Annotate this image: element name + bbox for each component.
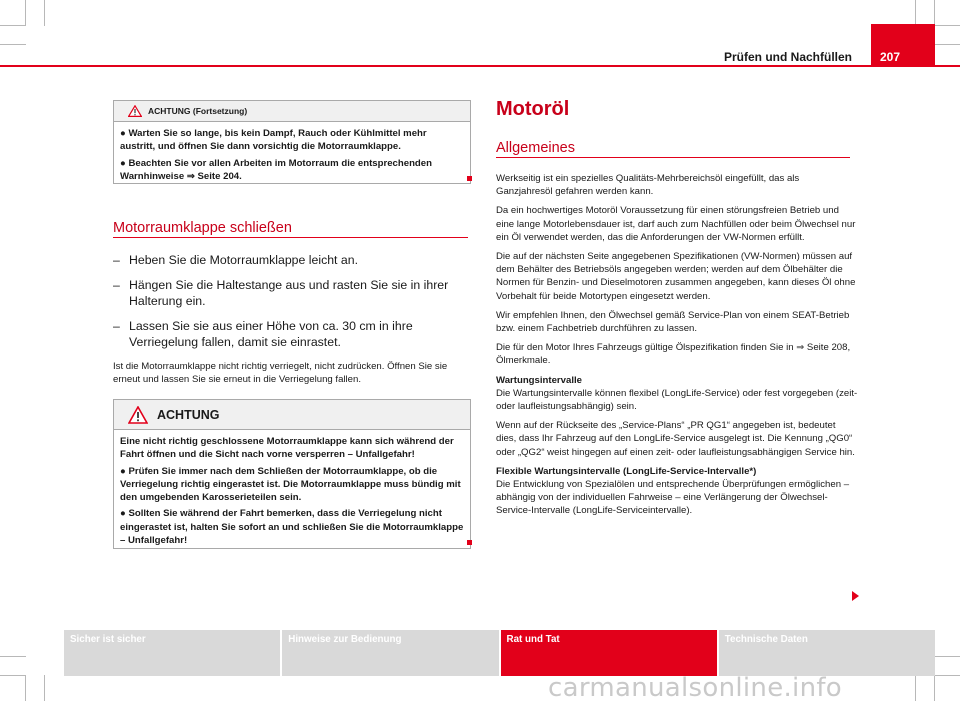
step-text: Lassen Sie sie aus einer Höhe von ca. 30 cm in ihre Verriegelung fallen, damit sie einrastet. [129, 318, 413, 349]
warning-intro: Eine nicht richtig geschlossene Motorraumklappe kann sich während der Fahrt öffnen und die Sicht nach vorne versperren – Unfallgefahr! [120, 436, 454, 461]
oil-text [496, 172, 858, 524]
crop-mark [915, 675, 916, 701]
crop-mark [934, 675, 935, 701]
step-dash: – [113, 253, 120, 267]
crop-mark [0, 44, 26, 45]
subheading-service: Wartungsintervalle [496, 374, 583, 386]
section-title-general: Allgemeines [496, 140, 575, 156]
warning-title: ACHTUNG [157, 407, 220, 422]
warning-header [114, 400, 470, 430]
crop-mark [934, 675, 960, 676]
crop-mark [915, 0, 916, 26]
footer-nav [64, 630, 935, 676]
watermark: carmanualsonline.info [548, 673, 843, 703]
warning-continued-header [114, 101, 470, 122]
header-rule [0, 65, 960, 67]
warning-triangle-icon [128, 406, 148, 424]
tab-sicher-ist-sicher[interactable]: Sicher ist sicher [64, 630, 280, 676]
end-marker [467, 540, 472, 545]
crop-mark [934, 0, 935, 26]
warning-continued-title: ACHTUNG (Fortsetzung) [148, 106, 248, 116]
warning-body [114, 430, 470, 556]
list-item [113, 277, 473, 310]
tab-hinweise-zur-bedienung[interactable]: Hinweise zur Bedienung [282, 630, 498, 676]
paragraph: Die Entwicklung von Spezialölen und entsprechende Überprüfungen ermöglichen – abhängig von der individuellen Fahrweise – eine Verlängerung der Ölwechsel-Service-Intervalle (LongLife-Serviceintervalle). [496, 479, 850, 517]
warning-triangle-icon [128, 105, 142, 117]
chapter-title: Motoröl [496, 98, 570, 120]
step-dash: – [113, 277, 120, 292]
paragraph: Wenn auf der Rückseite des „Service-Plans“ „PR QG1“ angegeben ist, bedeutet dies, dass Ihr Fahrzeug auf den LongLife-Service ausgelegt ist. Die Kennung „QG0“ oder „QG2“ weist hingegen auf einen zeit- oder laufleistungsabhängigen Service hin. [496, 420, 855, 458]
step-text: Hängen Sie die Haltestange aus und rasten Sie sie in ihrer Halterung ein. [129, 277, 449, 308]
paragraph: Werkseitig ist ein spezielles Qualitäts-Mehrbereichsöl eingefüllt, das als Ganzjahresöl gefahren werden kann. [496, 173, 800, 198]
warning-continued-body [114, 122, 470, 192]
paragraph: Wir empfehlen Ihnen, den Ölwechsel gemäß Service-Plan von einem SEAT-Betrieb bzw. einem Fachbetrieb durchführen zu lassen. [496, 309, 850, 335]
crop-mark [25, 0, 26, 26]
section-rule [496, 157, 850, 158]
tab-rat-und-tat[interactable]: Rat und Tat [501, 630, 717, 676]
page-number: 207 [880, 50, 901, 64]
section-rule [113, 237, 468, 238]
crop-mark [0, 675, 26, 676]
warning-item: ● Warten Sie so lange, bis kein Dampf, Rauch oder Kühlmittel mehr austritt, und öffnen Sie dann vorsichtig die Motorraumklappe. [120, 128, 427, 153]
section-title-close: Motorraumklappe schließen [113, 220, 292, 236]
list-item [113, 318, 473, 351]
paragraph: Die für den Motor Ihres Fahrzeugs gültige Ölspezifikation finden Sie in ⇒ Seite 208, Ölmerkmale. [496, 342, 851, 367]
end-marker [467, 176, 472, 181]
crop-mark [0, 25, 26, 26]
paragraph: Die auf der nächsten Seite angegebenen Spezifikationen (VW-Normen) müssen auf dem Behälter des Betriebsöls angegeben werden; werden auf dem Ölbehälter die Normen für Benzin- und Dieselmotoren zusammen angegeben, kann dieses Öl ohne Vorbehalt für beide Motortypen eingesetzt werden. [496, 251, 856, 302]
list-item [113, 252, 473, 269]
running-header: Prüfen und Nachfüllen [723, 50, 852, 64]
paragraph: Die Wartungsintervalle können flexibel (LongLife-Service) oder fest vorgegeben (zeit- oder laufleistungsabhängig) sein. [496, 387, 858, 413]
warning-item: ● Beachten Sie vor allen Arbeiten im Motorraum die entsprechenden Warnhinweise ⇒ Seite 204. [120, 157, 432, 182]
step-dash: – [113, 318, 120, 333]
step-text: Heben Sie die Motorraumklappe leicht an. [129, 253, 358, 267]
subheading-flexible: Flexible Wartungsintervalle (LongLife-Service-Intervalle*) [496, 465, 757, 477]
warning-continued-box [113, 100, 471, 184]
crop-mark [44, 675, 45, 701]
tab-technische-daten[interactable]: Technische Daten [719, 630, 935, 676]
crop-mark [934, 25, 960, 26]
paragraph: Da ein hochwertiges Motoröl Voraussetzung für einen störungsfreien Betrieb und eine lange Motorlebensdauer ist, darf auch zum Nachfüllen oder beim Ölwechsel nur ein Öl verwendet werden, das die Anforderungen der VW-Normen erfüllt. [496, 205, 856, 243]
close-steps-list [113, 252, 473, 359]
crop-mark [44, 0, 45, 26]
close-note: Ist die Motorraumklappe nicht richtig verriegelt, nicht zudrücken. Öffnen Sie sie erneut und lassen Sie sie erneut in die Verriegelung fallen. [113, 361, 448, 386]
crop-mark [934, 656, 960, 657]
warning-item: ● Sollten Sie während der Fahrt bemerken, dass die Verriegelung nicht eingerastet ist, halten Sie sofort an und schließen Sie die Motorraumklappe – Unfallgefahr! [120, 508, 464, 547]
crop-mark [25, 675, 26, 701]
warning-box [113, 399, 471, 549]
crop-mark [0, 656, 26, 657]
warning-item: ● Prüfen Sie immer nach dem Schließen der Motorraumklappe, ob die Verriegelung richtig eingerastet ist. Die Motorraumklappe muss bündig mit den umgebenden Karosserieteilen sein. [120, 465, 461, 504]
continue-arrow-icon [852, 591, 859, 601]
crop-mark [934, 44, 960, 45]
